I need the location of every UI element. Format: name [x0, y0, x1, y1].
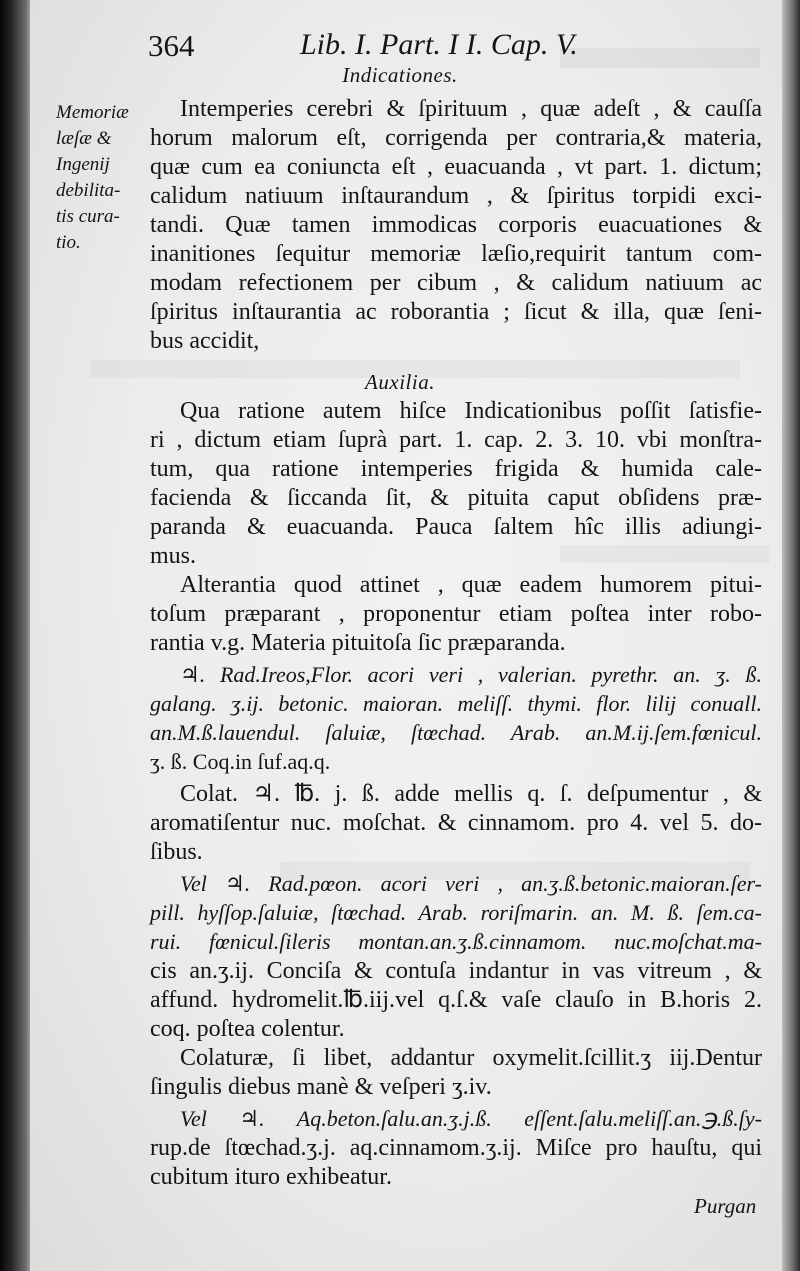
body-line: ſpiritus inſtaurantia ac roborantia ; ſicut & illa, quæ ſeni- — [150, 299, 762, 325]
body-line: Alterantia quod attinet , quæ eadem humorem pitui- — [180, 572, 762, 598]
body-line: inanitiones ſequitur memoriæ læſio,requirit tantum com- — [150, 241, 762, 267]
recipe-line: pill. hyſſop.ſaluiæ, ſtœchad. Arab. roriſmarin. an. M. ß. ſem.ca- — [150, 900, 762, 925]
auxilia-heading: Auxilia. — [365, 370, 435, 394]
body-line: mus. — [150, 543, 197, 569]
body-line: ſibus. — [150, 839, 203, 865]
body-line: paranda & euacuanda. Pauca ſaltem hîc illis adiungi- — [150, 514, 762, 540]
margin-note-line: læſæ & — [56, 128, 112, 149]
indications-heading: Indicationes. — [342, 63, 458, 87]
body-line: Colaturæ, ſi libet, addantur oxymelit.ſcillit.ʒ iij.Dentur — [180, 1045, 762, 1071]
recipe-line: galang. ʒ.ij. betonic. maioran. meliſſ. thymi. flor. lilij conuall. — [150, 691, 762, 716]
body-line: rantia v.g. Materia pituitoſa ſic præparanda. — [150, 630, 566, 656]
recipe-line: ʒ. ß. Coq.in ſuf.aq.q. — [150, 749, 331, 774]
margin-note-line: tis cura- — [56, 206, 120, 227]
body-line: bus accidit, — [150, 328, 260, 354]
body-line: cis an.ʒ.ij. Conciſa & contuſa indantur in vas vitreum , & — [150, 958, 762, 984]
body-line: toſum præparant , proponentur etiam poſtea inter robo- — [150, 601, 762, 627]
book-spine — [0, 0, 30, 1271]
page-header — [148, 28, 768, 68]
recipe-line: an.M.ß.lauendul. ſaluiæ, ſtœchad. Arab. an.M.ij.ſem.fœnicul. — [150, 720, 762, 745]
body-line: ri , dictum etiam ſuprà part. 1. cap. 2. 3. 10. vbi monſtra- — [150, 427, 762, 453]
body-line: calidum natiuum inſtaurandum , & ſpiritus torpidi exci- — [150, 183, 762, 209]
catchword: Purgan — [694, 1194, 757, 1218]
body-line: cubitum ituro exhibeatur. — [150, 1164, 392, 1190]
recipe-line: Vel ♃. Rad.pœon. acori veri , an.ʒ.ß.betonic.maioran.ſer- — [180, 871, 762, 896]
recipe-line: rui. fœnicul.ſileris montan.an.ʒ.ß.cinnamom. nuc.moſchat.ma- — [150, 929, 762, 954]
margin-note-line: debilita- — [56, 180, 121, 201]
body-line: aromatiſentur nuc. moſchat. & cinnamom. pro 4. vel 5. do- — [150, 810, 762, 836]
page-edge-shadow — [782, 0, 800, 1271]
body-line: horum malorum eſt, corrigenda per contraria,& materia, — [150, 125, 762, 151]
body-line: tum, qua ratione intemperies frigida & humida cale- — [150, 456, 762, 482]
body-line: modam refectionem per cibum , & calidum natiuum ac — [150, 270, 762, 296]
margin-note-line: Ingenij — [56, 154, 110, 175]
body-line: facienda & ſiccanda ſit, & pituita caput obſidens præ- — [150, 485, 762, 511]
margin-note-line: Memoriæ — [56, 102, 129, 123]
body-line: quæ cum ea coniuncta eſt , euacuanda , vt part. 1. dictum; — [150, 154, 762, 180]
recipe-line: Vel ♃. Aq.beton.ſalu.an.ʒ.j.ß. eſſent.ſalu.meliſſ.an.℈.ß.ſy- — [180, 1106, 762, 1131]
body-line: coq. poſtea colentur. — [150, 1016, 345, 1042]
page-number: 364 — [148, 28, 195, 63]
body-line: Colat. ♃. ℔. j. ß. adde mellis q. ſ. deſpumentur , & — [180, 781, 762, 807]
recipe-line: ♃. Rad.Ireos,Flor. acori veri , valerian. pyrethr. an. ʒ. ß. — [180, 662, 762, 687]
margin-note — [56, 100, 148, 256]
body-line: ſingulis diebus manè & veſperi ʒ.iv. — [150, 1074, 492, 1100]
body-line: Qua ratione autem hiſce Indicationibus poſſit ſatisfie- — [180, 398, 762, 424]
running-title: Lib. I. Part. I I. Cap. V. — [300, 28, 578, 61]
body-line: Intemperies cerebri & ſpirituum , quæ adeſt , & cauſſa — [180, 96, 762, 122]
body-line: tandi. Quæ tamen immodicas corporis euacuationes & — [150, 212, 762, 238]
body-line: affund. hydromelit.℔.iij.vel q.ſ.& vaſe clauſo in B.horis 2. — [150, 987, 762, 1013]
body-line: rup.de ſtœchad.ʒ.j. aq.cinnamom.ʒ.ij. Miſce pro hauſtu, qui — [150, 1135, 762, 1161]
margin-note-line: tio. — [56, 232, 81, 253]
